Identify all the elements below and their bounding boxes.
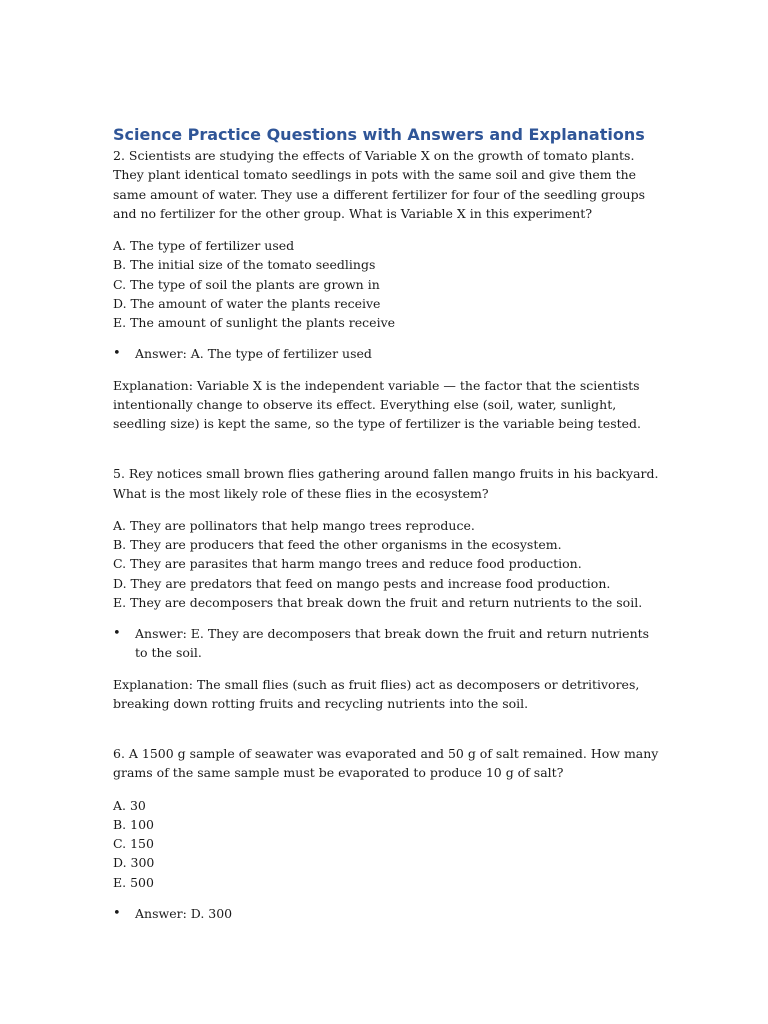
bullet-icon: • (113, 346, 121, 362)
question-5-option-c: C. They are parasites that harm mango trees and reduce food production. (113, 556, 582, 572)
question-2-answer-text: Answer: A. The type of fertilizer used (135, 346, 372, 362)
question-6-answer (113, 904, 661, 923)
question-2-option-d: D. The amount of water the plants receive (113, 295, 381, 311)
question-6-text: 6. A 1500 g sample of seawater was evaporated and 50 g of salt remained. How many grams of the same sample must be evaporated to produce 10 g of salt? (113, 746, 659, 781)
question-2-option-e: E. The amount of sunlight the plants receive (113, 315, 396, 330)
question-5-option-d: D. They are predators that feed on mango pests and increase food production. (113, 575, 611, 591)
question-5-explanation: Explanation: The small flies (such as fruit flies) act as decomposers or detritivores, breaking down rotting fruits and recycling nutrients into the soil. (113, 676, 640, 711)
question-6-options (113, 796, 661, 892)
question-2-options (113, 236, 661, 332)
bullet-icon: • (113, 626, 121, 641)
document-page (113, 124, 661, 923)
question-5-option-b: B. They are producers that feed the other organisms in the ecosystem. (113, 537, 562, 553)
question-5-answer (113, 624, 661, 663)
question-2-option-c: C. The type of soil the plants are grown in (113, 276, 380, 292)
question-2-option-a: A. The type of fertilizer used (113, 238, 295, 254)
question-5-option-e: E. They are decomposers that break down the fruit and return nutrients to the soil. (113, 594, 643, 610)
question-6-option-a: A. 30 (113, 797, 146, 813)
question-2-explanation: Explanation: Variable X is the independent variable — the factor that the scientists intentionally change to observe its effect. Everything else (soil, water, sunlight, seedling size) is kept the same, so the type of fertilizer is the variable being tested. (113, 377, 642, 432)
question-6-answer-text: Answer: D. 300 (135, 905, 233, 921)
question-6-option-d: D. 300 (113, 855, 155, 871)
question-6-option-c: C. 150 (113, 836, 154, 852)
question-5-options (113, 516, 661, 612)
document-title: Science Practice Questions with Answers and Explanations (113, 125, 645, 144)
question-5-option-a: A. They are pollinators that help mango trees reproduce. (113, 517, 475, 533)
question-2-option-b: B. The initial size of the tomato seedlings (113, 257, 376, 273)
question-2-answer (113, 344, 661, 363)
question-2-text: 2. Scientists are studying the effects of Variable X on the growth of tomato plants. They plant identical tomato seedlings in pots with the same soil and give them the same amount of water. They use a different fertilizer for four of the seedling groups and no fertilizer for the other group. What is Variable X in this experiment? (113, 148, 646, 221)
question-5-answer-text: Answer: E. They are decomposers that break down the fruit and return nutrients to the soil. (135, 626, 650, 661)
question-6-option-b: B. 100 (113, 816, 154, 832)
bullet-icon: • (113, 905, 121, 921)
question-5-text: 5. Rey notices small brown flies gathering around fallen mango fruits in his backyard. What is the most likely role of these flies in the ecosystem? (113, 466, 659, 501)
question-6-option-e: E. 500 (113, 874, 154, 890)
